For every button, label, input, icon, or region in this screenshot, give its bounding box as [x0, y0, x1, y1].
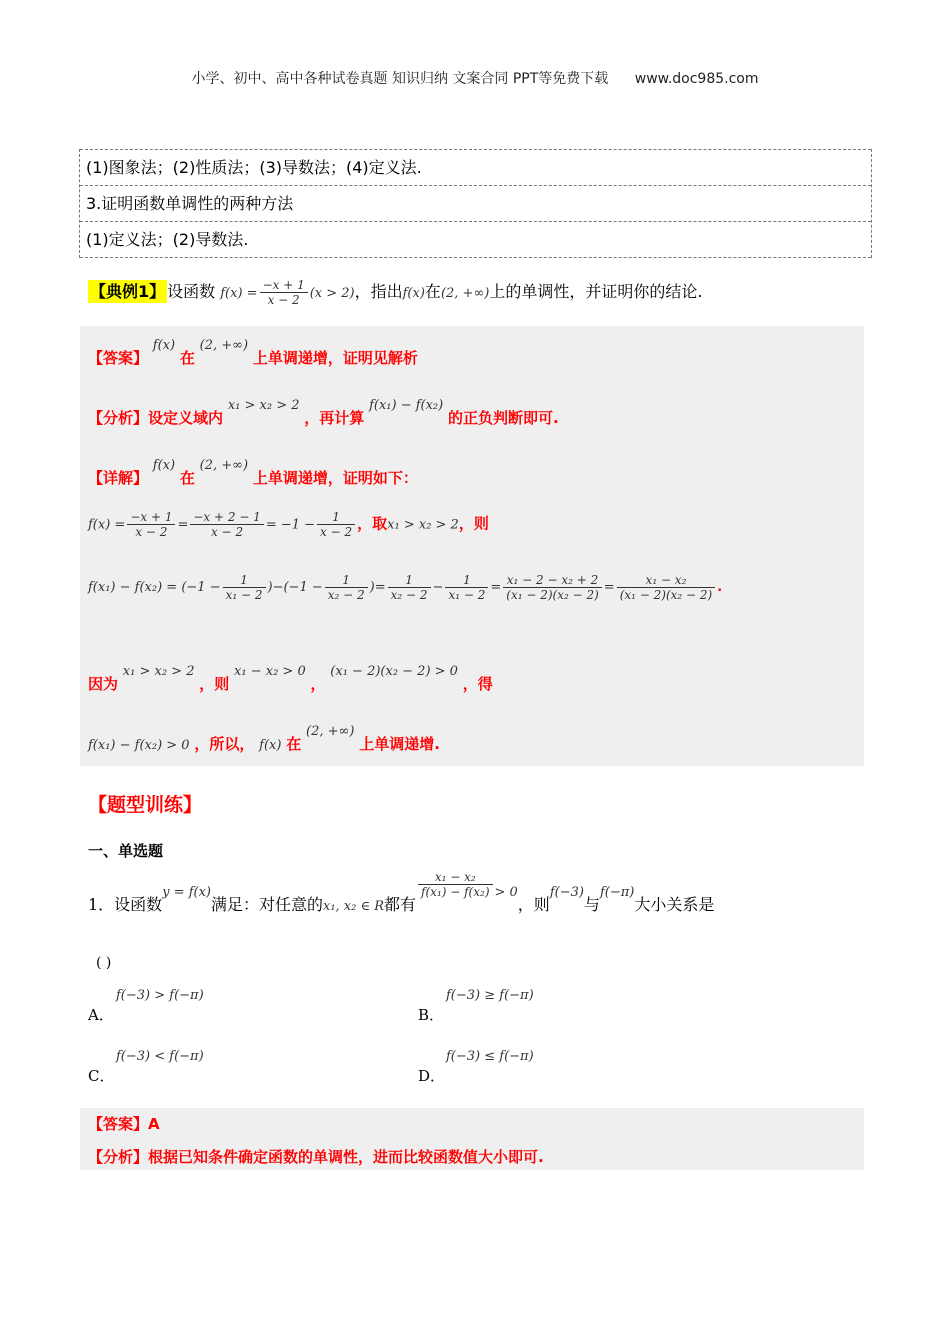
eq1-frac-3	[317, 510, 355, 539]
q1-analysis-text: 根据已知条件确定函数的单调性，进而比较函数值大小即可.	[148, 1148, 544, 1166]
because-comma: ，	[310, 675, 326, 693]
q1-analysis-line	[88, 1146, 544, 1167]
summary-row-1: (1)图象法；(2)性质法；(3)导数法；(4)定义法.	[80, 149, 871, 186]
eq2-frac-4	[445, 573, 488, 602]
answer-paren: ( )	[96, 955, 112, 971]
q1-text-e: 大小关系是	[634, 895, 715, 914]
eq2-frac-2-num: 1	[325, 573, 368, 588]
option-d-expr: f(−3) ≤ f(−π)	[446, 1049, 534, 1064]
example-fx: f(x)	[402, 286, 425, 301]
q1-math-4: f(−π)	[599, 885, 635, 900]
example-tag: 【典例1】	[90, 282, 166, 301]
detail-label: 【详解】	[88, 469, 149, 487]
detail-fx: f(x)	[152, 458, 176, 473]
detail-interval: (2, +∞)	[199, 458, 249, 473]
eq2-p1-close: )	[267, 580, 273, 595]
because-line	[88, 664, 493, 694]
example-interval: (2, +∞)	[440, 286, 490, 301]
q1-math-1: y = f(x)	[162, 885, 211, 900]
analysis-text-c: 的正负判断即可.	[448, 409, 559, 427]
eq1-frac-2-den: x − 2	[211, 525, 244, 539]
eq2-eq-2: =	[490, 580, 502, 595]
answer-line	[88, 338, 418, 368]
eq2-frac-6	[617, 573, 716, 602]
analysis-text-b: ，再计算	[304, 409, 365, 427]
example-f-lhs: f(x) =	[220, 286, 258, 301]
eq2-frac-4-num: 1	[445, 573, 488, 588]
example-fraction	[260, 278, 308, 307]
q1-answer-value: A	[148, 1115, 160, 1133]
option-d-label: D．	[418, 1067, 446, 1085]
training-title: 【题型训练】	[88, 794, 203, 816]
example-text-d: 上的单调性，并证明你的结论.	[489, 282, 703, 301]
because-math-1: x₁ > x₂ > 2	[122, 664, 195, 679]
eq2-eq-3: =	[603, 580, 615, 595]
answer-text: 上单调递增，证明见解析	[252, 349, 418, 367]
eq2-frac-5-num: x₁ − 2 − x₂ + 2	[503, 573, 602, 588]
because-then: ，则	[199, 675, 230, 693]
q1-number: 1．设函数	[88, 895, 163, 914]
q1-gt: > 0	[494, 885, 518, 900]
question-type-heading: 一、单选题	[88, 842, 164, 860]
q1-text-c: ，则	[517, 895, 550, 914]
eq1-lhs: f(x) =	[88, 517, 126, 533]
example-text-a: 设函数	[167, 282, 216, 301]
header-text: 小学、初中、高中各种试卷真题 知识归纳 文案合同 PPT等免费下载	[191, 71, 609, 87]
analysis-label: 【分析】	[88, 409, 149, 427]
q1-math-3: f(−3)	[549, 885, 584, 900]
q1-analysis-label: 【分析】	[88, 1148, 149, 1166]
example-text-c: 在	[424, 282, 441, 301]
eq2-frac-2	[325, 573, 368, 602]
detail-text: 上单调递增，证明如下：	[252, 469, 418, 487]
summary-box	[79, 149, 872, 258]
q1-fraction	[418, 870, 492, 899]
example-frac-den: x − 2	[267, 293, 300, 307]
page-header	[0, 68, 950, 88]
eq2-frac-6-num: x₁ − x₂	[617, 573, 716, 588]
option-a[interactable]	[88, 988, 204, 1025]
analysis-text-a: 设定义域内	[148, 409, 224, 427]
eq2-frac-6-den: (x₁ − 2)(x₂ − 2)	[619, 588, 713, 602]
option-c[interactable]	[88, 1049, 204, 1086]
analysis-math-2: f(x₁) − f(x₂)	[369, 398, 444, 413]
conclusion-line	[88, 724, 440, 754]
eq2-p2-open: (−1 −	[283, 580, 323, 595]
eq1-frac-1-den: x − 2	[135, 525, 168, 539]
option-c-expr: f(−3) < f(−π)	[116, 1049, 204, 1064]
eq2-frac-2-den: x₂ − 2	[327, 588, 365, 602]
eq2-p1-open: (−1 −	[181, 580, 221, 595]
solution-box	[80, 326, 864, 766]
eq1-eq: =	[177, 517, 189, 533]
answer-label: 【答案】	[88, 349, 149, 367]
eq2-end: .	[717, 580, 723, 595]
q1-answer-label: 【答案】	[88, 1115, 149, 1133]
final-zai: 在	[286, 735, 302, 753]
option-a-label: A．	[88, 1006, 114, 1024]
example-1	[88, 270, 868, 314]
header-url[interactable]: www.doc985.com	[634, 71, 759, 87]
analysis-line	[88, 398, 559, 428]
example-text-b: ，指出	[354, 282, 403, 301]
eq2-p2-close: )	[369, 580, 375, 595]
eq2-frac-1	[223, 573, 266, 602]
eq2-minus: −	[272, 580, 284, 595]
because-math-3: (x₁ − 2)(x₂ − 2) > 0	[330, 664, 458, 679]
eq1-frac-2	[190, 510, 263, 539]
eq2-frac-1-den: x₁ − 2	[225, 588, 263, 602]
option-c-label: C．	[88, 1067, 115, 1085]
option-b[interactable]	[418, 988, 534, 1025]
example-frac-num: −x + 1	[260, 278, 308, 293]
equation-1	[88, 510, 489, 539]
answer-zai: 在	[179, 349, 195, 367]
eq2-frac-1-num: 1	[223, 573, 266, 588]
detail-zai: 在	[179, 469, 195, 487]
eq1-cond: x₁ > x₂ > 2	[387, 517, 459, 533]
option-d[interactable]	[418, 1049, 534, 1086]
final-math: f(x₁) − f(x₂) > 0	[88, 738, 190, 753]
q1-text-d: 与	[583, 895, 600, 914]
eq2-eq-1: =	[374, 580, 386, 595]
question-1	[88, 870, 714, 915]
answer-fx: f(x)	[152, 338, 176, 353]
eq1-then: ，则	[458, 514, 489, 533]
q1-text-b: 都有	[384, 895, 417, 914]
eq1-frac-3-den: x − 2	[320, 525, 353, 539]
because-label: 因为	[88, 675, 119, 693]
final-so: ，所以，	[194, 735, 255, 753]
eq1-frac-1	[127, 510, 175, 539]
detail-line	[88, 458, 418, 488]
eq2-frac-5-den: (x₁ − 2)(x₂ − 2)	[506, 588, 599, 602]
eq1-frac-1-num: −x + 1	[127, 510, 175, 525]
q1-answer-line	[88, 1113, 160, 1134]
eq2-frac-3-num: 1	[388, 573, 431, 588]
eq2-lhs: f(x₁) − f(x₂) =	[88, 580, 178, 595]
eq1-mid: = −1 −	[265, 517, 316, 533]
summary-row-3: (1)定义法；(2)导数法.	[80, 222, 871, 258]
final-text: 上单调递增.	[359, 735, 440, 753]
q1-frac-num: x₁ − x₂	[418, 870, 492, 885]
because-get: ，得	[462, 675, 493, 693]
answer-interval: (2, +∞)	[199, 338, 249, 353]
because-math-2: x₁ − x₂ > 0	[234, 664, 306, 679]
q1-text-a: 满足：对任意的	[210, 895, 323, 914]
final-interval: (2, +∞)	[306, 724, 355, 739]
example-cond: (x > 2)	[309, 286, 355, 301]
eq2-frac-4-den: x₁ − 2	[448, 588, 486, 602]
eq1-take: ，取	[357, 514, 388, 533]
option-a-expr: f(−3) > f(−π)	[116, 988, 204, 1003]
option-b-expr: f(−3) ≥ f(−π)	[446, 988, 534, 1003]
q1-math-2: x₁, x₂ ∈ R	[323, 899, 385, 914]
eq1-frac-3-num: 1	[317, 510, 355, 525]
eq2-frac-3	[388, 573, 431, 602]
summary-row-2: 3.证明函数单调性的两种方法	[80, 186, 871, 222]
eq2-frac-5	[503, 573, 602, 602]
option-b-label: B．	[418, 1006, 445, 1024]
eq1-frac-2-num: −x + 2 − 1	[190, 510, 263, 525]
final-fx: f(x)	[259, 738, 282, 753]
analysis-math-1: x₁ > x₂ > 2	[227, 398, 300, 413]
q1-frac-den: f(x₁) − f(x₂)	[421, 885, 490, 899]
eq2-frac-3-den: x₂ − 2	[390, 588, 428, 602]
equation-2	[88, 573, 722, 602]
eq2-minus-2: −	[432, 580, 444, 595]
